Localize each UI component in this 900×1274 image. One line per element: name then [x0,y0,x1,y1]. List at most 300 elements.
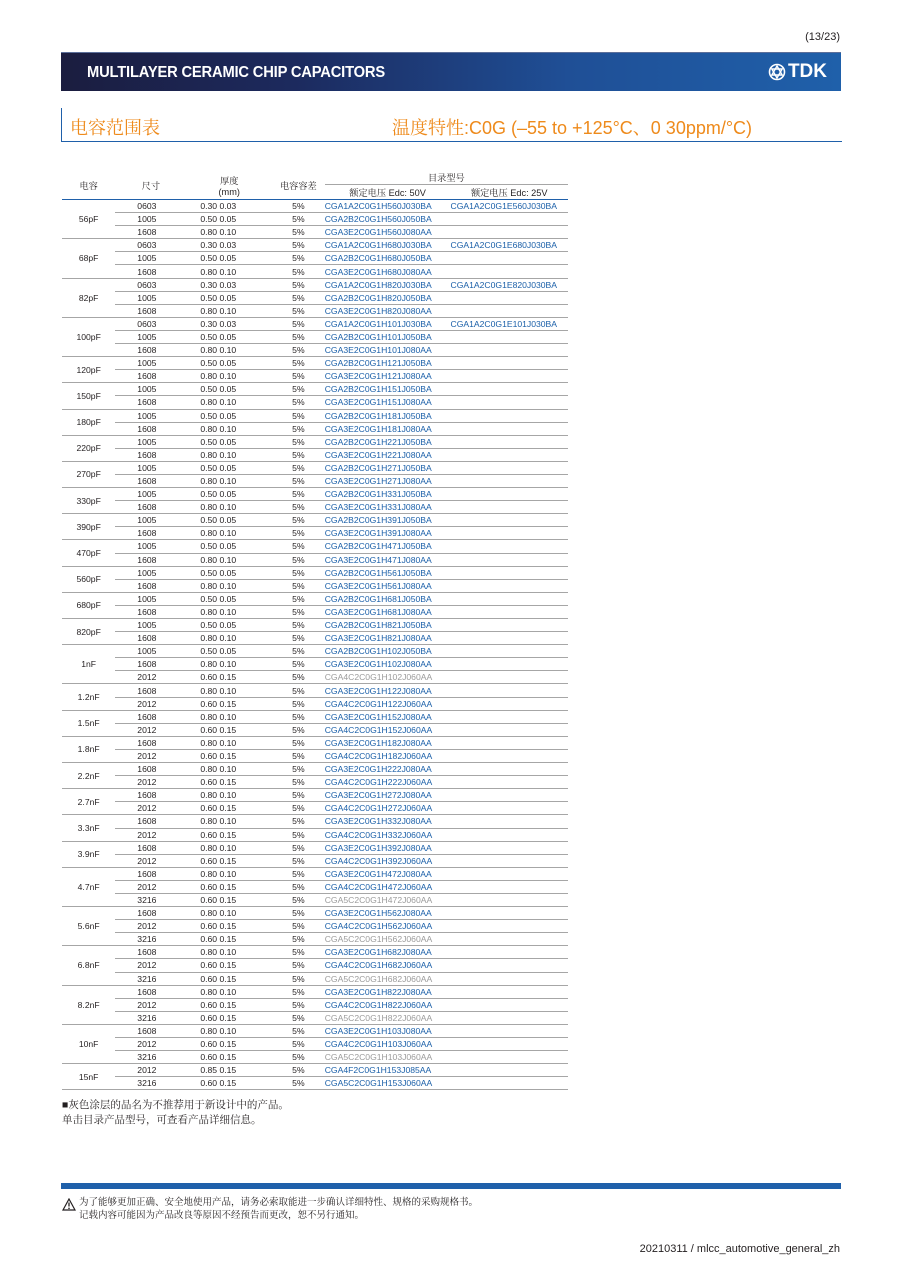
part-number-50v-cell [325,605,451,618]
part-number-25v-cell [450,265,568,278]
part-number-25v-cell [450,880,568,893]
table-row [62,776,568,789]
part-number-50v-link[interactable]: CGA3E2C0G1H271J080AA [324,476,432,487]
part-number-50v-cell [325,1038,451,1051]
part-number-50v-cell [325,985,451,998]
part-number-25v-cell [450,854,568,867]
tolerance-value: 5% [272,933,325,946]
size-value: 2012 [115,697,186,710]
table-row [62,763,568,776]
part-number-50v-cell [325,579,451,592]
part-number-50v-cell [325,684,451,697]
thickness-value: 0.60 0.15 [186,1038,272,1051]
size-value: 1608 [115,1024,186,1037]
section-title: 电容范围表 [70,118,160,138]
part-number-50v-link[interactable]: CGA3E2C0G1H182J080AA [324,737,432,748]
part-number-50v-link[interactable]: CGA3E2C0G1H102J080AA [324,659,432,670]
part-number-50v-cell [325,776,451,789]
size-value: 2012 [115,959,186,972]
thickness-value: 0.50 0.05 [186,291,272,304]
thickness-value: 0.60 0.15 [186,1051,272,1064]
tolerance-value: 5% [272,736,325,749]
part-number-50v-link[interactable]: CGA4C2C0G1H472J060AA [324,881,433,892]
size-value: 1608 [115,789,186,802]
tolerance-value: 5% [272,252,325,265]
part-number-25v-cell [450,736,568,749]
part-number-25v-cell [450,396,568,409]
part-number-50v-link[interactable]: CGA3E2C0G1H152J080AA [324,711,432,722]
part-number-50v-link[interactable]: CGA3E2C0G1H121J080AA [324,371,432,382]
part-number-50v-link[interactable]: CGA2B2C0G1H271J050BA [324,462,432,473]
thickness-value: 0.30 0.03 [186,239,272,252]
tolerance-value: 5% [272,592,325,605]
part-number-50v-cell [325,370,451,383]
temperature-characteristic: 温度特性:C0G (–55 to +125°C、0 30ppm/°C) [392,118,753,138]
document-id: 20210311 / mlcc_automotive_general_zh [639,1243,840,1255]
thickness-value: 0.50 0.05 [186,514,272,527]
part-number-25v-cell [450,422,568,435]
part-number-50v-link[interactable]: CGA3E2C0G1H221J080AA [324,449,432,460]
tolerance-value: 5% [272,553,325,566]
table-row [62,907,568,920]
table-row [62,880,568,893]
table-row [62,435,568,448]
part-number-50v-cell [325,972,451,985]
size-value: 0603 [115,200,186,213]
part-number-25v-cell [450,1077,568,1090]
part-number-50v-link[interactable]: CGA3E2C0G1H681J080AA [324,606,432,617]
part-number-50v-cell [325,200,451,213]
thickness-value: 0.30 0.03 [186,278,272,291]
part-number-50v-cell [325,1024,451,1037]
part-number-50v-link[interactable]: CGA3E2C0G1H682J080AA [324,947,432,958]
part-number-50v-link[interactable]: CGA3E2C0G1H101J080AA [324,345,432,356]
part-number-50v-link[interactable]: CGA3E2C0G1H332J080AA [324,816,432,827]
part-number-50v-cell [325,1064,451,1077]
size-value: 2012 [115,828,186,841]
part-number-50v-cell [325,527,451,540]
capacitance-value: 10nF [62,1024,115,1063]
thickness-value: 0.80 0.10 [186,815,272,828]
tolerance-value: 5% [272,370,325,383]
part-number-25v-cell [450,658,568,671]
part-number-50v-link[interactable]: CGA4C2C0G1H122J060AA [324,698,433,709]
part-number-50v-cell [325,566,451,579]
table-row [62,291,568,304]
tolerance-value: 5% [272,841,325,854]
part-number-50v-link[interactable]: CGA4C2C0G1H102J060AA [324,672,433,683]
part-number-25v-cell [450,723,568,736]
tolerance-value: 5% [272,854,325,867]
table-row [62,749,568,762]
part-number-50v-cell [325,763,451,776]
thickness-value: 0.30 0.03 [186,200,272,213]
part-number-25v-cell [450,1038,568,1051]
part-number-50v-link[interactable]: CGA4F2C0G1H153J085AA [324,1065,432,1076]
capacitance-value: 82pF [62,278,115,317]
part-number-50v-link[interactable]: CGA2B2C0G1H181J050BA [324,410,432,421]
part-number-50v-link[interactable]: CGA4C2C0G1H182J060AA [324,750,433,761]
part-number-25v-link[interactable]: CGA1A2C0G1E680J030BA [450,240,558,251]
size-value: 2012 [115,854,186,867]
thickness-value: 0.80 0.10 [186,710,272,723]
size-value: 3216 [115,1077,186,1090]
part-number-50v-link[interactable]: CGA5C2C0G1H153J060AA [324,1078,433,1089]
part-number-25v-cell [450,972,568,985]
part-number-50v-cell [325,959,451,972]
part-number-50v-cell [325,946,451,959]
tolerance-value: 5% [272,802,325,815]
thickness-value: 0.50 0.05 [186,461,272,474]
thickness-value: 0.80 0.10 [186,632,272,645]
thickness-value: 0.80 0.10 [186,344,272,357]
brand-name: TDK [787,61,827,82]
tolerance-value: 5% [272,317,325,330]
header-banner [61,52,841,91]
capacitance-value: 5.6nF [62,907,115,946]
size-value: 3216 [115,933,186,946]
size-value: 1608 [115,304,186,317]
size-value: 1608 [115,553,186,566]
tolerance-value: 5% [272,278,325,291]
size-value: 1005 [115,435,186,448]
part-number-50v-link[interactable]: CGA3E2C0G1H151J080AA [324,397,432,408]
part-number-50v-cell [325,435,451,448]
tolerance-value: 5% [272,461,325,474]
part-number-25v-cell [450,409,568,422]
part-number-50v-link[interactable]: CGA3E2C0G1H122J080AA [324,685,432,696]
part-number-50v-cell [325,409,451,422]
part-number-25v-cell [450,632,568,645]
tolerance-value: 5% [272,998,325,1011]
capacitance-value: 120pF [62,357,115,383]
size-value: 1005 [115,252,186,265]
part-number-50v-cell [325,920,451,933]
part-number-50v-link[interactable]: CGA3E2C0G1H472J080AA [324,868,432,879]
tolerance-value: 5% [272,330,325,343]
thickness-value: 0.60 0.15 [186,802,272,815]
thickness-value: 0.80 0.10 [186,370,272,383]
part-number-50v-link[interactable]: CGA1A2C0G1H560J030BA [324,201,432,212]
part-number-50v-cell [325,854,451,867]
part-number-50v-link[interactable]: CGA5C2C0G1H682J060AA [324,973,433,984]
table-row [62,684,568,697]
table-row [62,1011,568,1024]
part-number-50v-link[interactable]: CGA4C2C0G1H682J060AA [324,960,433,971]
part-number-25v-cell [450,317,568,330]
col-header-capacitance: 电容 [62,170,115,200]
part-number-50v-cell [325,265,451,278]
part-number-50v-link[interactable]: CGA4C2C0G1H103J060AA [324,1039,433,1050]
size-value: 1608 [115,763,186,776]
tolerance-value: 5% [272,1077,325,1090]
part-number-25v-cell [450,985,568,998]
part-number-25v-cell [450,592,568,605]
part-number-25v-cell [450,907,568,920]
thickness-unit: (mm) [218,186,240,197]
part-number-25v-cell [450,815,568,828]
part-number-50v-link[interactable]: CGA2B2C0G1H680J050BA [324,253,432,264]
part-number-50v-link[interactable]: CGA4C2C0G1H152J060AA [324,724,433,735]
col-header-tolerance: 电容容差 [272,170,325,200]
banner-title: MULTILAYER CERAMIC CHIP CAPACITORS [87,64,385,81]
part-number-50v-link[interactable]: CGA4C2C0G1H332J060AA [324,829,433,840]
part-number-50v-link[interactable]: CGA2B2C0G1H561J050BA [324,567,432,578]
size-value: 1005 [115,291,186,304]
table-row [62,697,568,710]
thickness-value: 0.80 0.10 [186,1024,272,1037]
thickness-value: 0.80 0.10 [186,474,272,487]
part-number-50v-cell [325,553,451,566]
part-number-50v-link[interactable]: CGA2B2C0G1H681J050BA [324,593,432,604]
part-number-50v-link[interactable]: CGA2B2C0G1H151J050BA [324,384,432,395]
part-number-50v-link[interactable]: CGA5C2C0G1H103J060AA [324,1052,433,1063]
part-number-25v-cell [450,252,568,265]
part-number-50v-link[interactable]: CGA3E2C0G1H272J080AA [324,790,432,801]
part-number-50v-link[interactable]: CGA2B2C0G1H121J050BA [324,358,432,369]
tolerance-value: 5% [272,815,325,828]
thickness-value: 0.50 0.05 [186,619,272,632]
size-value: 1608 [115,226,186,239]
tolerance-value: 5% [272,776,325,789]
part-number-50v-link[interactable]: CGA2B2C0G1H101J050BA [324,331,432,342]
part-number-50v-link[interactable]: CGA2B2C0G1H221J050BA [324,436,432,447]
part-number-50v-link[interactable]: CGA3E2C0G1H561J080AA [324,580,432,591]
table-row [62,396,568,409]
thickness-value: 0.60 0.15 [186,880,272,893]
thickness-value: 0.50 0.05 [186,252,272,265]
part-number-25v-cell [450,841,568,854]
tolerance-value: 5% [272,710,325,723]
part-number-25v-link[interactable]: CGA1A2C0G1E820J030BA [450,279,558,290]
part-number-50v-cell [325,789,451,802]
thickness-value: 0.60 0.15 [186,893,272,906]
thickness-value: 0.80 0.10 [186,985,272,998]
capacitance-value: 68pF [62,239,115,278]
part-number-50v-link[interactable]: CGA3E2C0G1H103J080AA [324,1025,432,1036]
table-row [62,409,568,422]
part-number-50v-cell [325,723,451,736]
tolerance-value: 5% [272,304,325,317]
table-row [62,920,568,933]
size-value: 3216 [115,893,186,906]
warning-line-1: 为了能够更加正确、安全地使用产品，请务必索取能进一步确认详细特性、规格的采购规格书。 [79,1197,479,1208]
capacitance-value: 4.7nF [62,867,115,906]
size-value: 1005 [115,409,186,422]
part-number-25v-cell [450,789,568,802]
thickness-value: 0.80 0.10 [186,763,272,776]
part-number-50v-link[interactable]: CGA3E2C0G1H562J080AA [324,908,432,919]
part-number-25v-cell [450,553,568,566]
tolerance-value: 5% [272,566,325,579]
table-row [62,1038,568,1051]
part-number-50v-link[interactable]: CGA3E2C0G1H560J080AA [324,227,432,238]
size-value: 1608 [115,474,186,487]
part-number-50v-cell [325,907,451,920]
part-number-25v-link[interactable]: CGA1A2C0G1E560J030BA [450,201,558,212]
part-number-50v-link[interactable]: CGA5C2C0G1H562J060AA [324,934,433,945]
part-number-50v-cell [325,278,451,291]
part-number-50v-cell [325,239,451,252]
part-number-25v-cell [450,710,568,723]
size-value: 1608 [115,867,186,880]
part-number-50v-link[interactable]: CGA3E2C0G1H391J080AA [324,528,432,539]
thickness-value: 0.60 0.15 [186,749,272,762]
tolerance-value: 5% [272,684,325,697]
part-number-50v-link[interactable]: CGA2B2C0G1H560J050BA [324,214,432,225]
tolerance-value: 5% [272,893,325,906]
tolerance-value: 5% [272,239,325,252]
table-row [62,579,568,592]
capacitance-value: 470pF [62,540,115,566]
thickness-value: 0.50 0.05 [186,540,272,553]
part-number-50v-cell [325,291,451,304]
table-row [62,540,568,553]
tolerance-value: 5% [272,697,325,710]
part-number-25v-cell [450,920,568,933]
thickness-value: 0.50 0.05 [186,383,272,396]
part-number-50v-cell [325,880,451,893]
col-header-thickness [186,170,272,200]
part-number-50v-link[interactable]: CGA3E2C0G1H820J080AA [324,305,432,316]
size-value: 1608 [115,501,186,514]
tolerance-value: 5% [272,357,325,370]
capacitance-value: 1.8nF [62,736,115,762]
table-row [62,736,568,749]
thickness-value: 0.80 0.10 [186,658,272,671]
part-number-50v-cell [325,933,451,946]
tolerance-value: 5% [272,671,325,684]
thickness-value: 0.80 0.10 [186,867,272,880]
table-row [62,998,568,1011]
part-number-25v-cell [450,239,568,252]
part-number-25v-cell [450,998,568,1011]
part-number-50v-link[interactable]: CGA2B2C0G1H102J050BA [324,646,432,657]
part-number-25v-cell [450,1064,568,1077]
part-number-25v-cell [450,802,568,815]
part-number-25v-cell [450,671,568,684]
part-number-50v-link[interactable]: CGA3E2C0G1H822J080AA [324,986,432,997]
table-row [62,985,568,998]
table-row [62,501,568,514]
size-value: 1608 [115,632,186,645]
part-number-50v-link[interactable]: CGA5C2C0G1H822J060AA [324,1012,433,1023]
part-number-50v-link[interactable]: CGA3E2C0G1H181J080AA [324,423,432,434]
table-row [62,671,568,684]
capacitance-value: 820pF [62,619,115,645]
part-number-50v-link[interactable]: CGA2B2C0G1H331J050BA [324,489,432,500]
thickness-value: 0.60 0.15 [186,697,272,710]
part-number-50v-link[interactable]: CGA4C2C0G1H822J060AA [324,999,433,1010]
col-header-size: 尺寸 [115,170,186,200]
part-number-50v-link[interactable]: CGA3E2C0G1H392J080AA [324,842,432,853]
part-number-25v-cell [450,645,568,658]
tolerance-value: 5% [272,265,325,278]
size-value: 3216 [115,972,186,985]
size-value: 1005 [115,488,186,501]
size-value: 1608 [115,605,186,618]
part-number-50v-link[interactable]: CGA2B2C0G1H821J050BA [324,620,432,631]
table-row [62,278,568,291]
tolerance-value: 5% [272,488,325,501]
capacitance-value: 150pF [62,383,115,409]
part-number-50v-link[interactable]: CGA3E2C0G1H331J080AA [324,502,432,513]
thickness-value: 0.50 0.05 [186,213,272,226]
part-number-50v-cell [325,645,451,658]
part-number-50v-link[interactable]: CGA3E2C0G1H222J080AA [324,764,432,775]
part-number-50v-cell [325,619,451,632]
part-number-50v-link[interactable]: CGA2B2C0G1H820J050BA [324,292,432,303]
table-row [62,422,568,435]
part-number-50v-cell [325,893,451,906]
size-value: 1608 [115,579,186,592]
table-row [62,933,568,946]
size-value: 2012 [115,998,186,1011]
tolerance-value: 5% [272,409,325,422]
size-value: 0603 [115,278,186,291]
thickness-value: 0.50 0.05 [186,409,272,422]
thickness-value: 0.60 0.15 [186,723,272,736]
tolerance-value: 5% [272,828,325,841]
part-number-50v-link[interactable]: CGA1A2C0G1H680J030BA [324,240,432,251]
section-header [61,108,842,142]
thickness-value: 0.80 0.10 [186,907,272,920]
size-value: 1005 [115,383,186,396]
part-number-50v-link[interactable]: CGA3E2C0G1H821J080AA [324,633,432,644]
part-number-25v-cell [450,461,568,474]
part-number-50v-link[interactable]: CGA2B2C0G1H471J050BA [324,541,432,552]
part-number-50v-link[interactable]: CGA1A2C0G1H101J030BA [324,318,432,329]
part-number-50v-link[interactable]: CGA3E2C0G1H471J080AA [324,554,432,565]
part-number-50v-cell [325,514,451,527]
table-row [62,841,568,854]
table-row [62,828,568,841]
table-row [62,854,568,867]
part-number-50v-link[interactable]: CGA4C2C0G1H222J060AA [324,777,433,788]
tolerance-value: 5% [272,605,325,618]
thickness-value: 0.80 0.10 [186,527,272,540]
part-number-25v-link[interactable]: CGA1A2C0G1E101J030BA [450,318,558,329]
part-number-50v-link[interactable]: CGA4C2C0G1H272J060AA [324,803,433,814]
table-row [62,330,568,343]
table-row [62,213,568,226]
part-number-50v-link[interactable]: CGA4C2C0G1H562J060AA [324,921,433,932]
part-number-25v-cell [450,501,568,514]
tolerance-value: 5% [272,1064,325,1077]
tolerance-value: 5% [272,448,325,461]
tolerance-value: 5% [272,474,325,487]
part-number-50v-cell [325,697,451,710]
col-header-25v: 额定电压 Edc: 25V [450,185,568,200]
capacitance-value: 560pF [62,566,115,592]
part-number-50v-link[interactable]: CGA5C2C0G1H472J060AA [324,895,433,906]
part-number-50v-cell [325,671,451,684]
capacitance-value: 3.9nF [62,841,115,867]
tolerance-value: 5% [272,632,325,645]
footer-bar [61,1183,841,1189]
size-value: 1005 [115,540,186,553]
thickness-value: 0.80 0.10 [186,501,272,514]
part-number-50v-link[interactable]: CGA2B2C0G1H391J050BA [324,515,432,526]
part-number-50v-link[interactable]: CGA1A2C0G1H820J030BA [324,279,432,290]
size-value: 2012 [115,880,186,893]
part-number-50v-link[interactable]: CGA3E2C0G1H680J080AA [324,266,432,277]
warning-line-2: 记载内容可能因为产品改良等原因不经预告而更改，恕不另行通知。 [79,1209,365,1221]
size-value: 3216 [115,1011,186,1024]
part-number-50v-link[interactable]: CGA4C2C0G1H392J060AA [324,855,433,866]
tolerance-value: 5% [272,789,325,802]
size-value: 1608 [115,946,186,959]
